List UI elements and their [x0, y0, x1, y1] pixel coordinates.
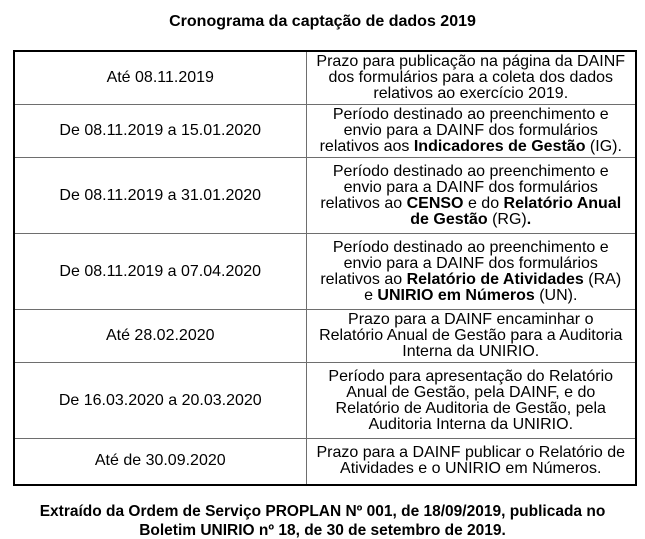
- description-bold-segment: Indicadores de Gestão: [413, 138, 586, 155]
- description-bold-segment: .: [526, 210, 532, 228]
- description-bold-segment: Relatório de Atividades: [406, 270, 584, 288]
- description-text-segment: Prazo para publicação na página da DAINF dos formulários para a coleta dos dados relativos ao exercício 2019.: [316, 53, 626, 102]
- table-row: [14, 439, 636, 485]
- description-bold-segment: Relatório Anual de Gestão: [410, 194, 622, 228]
- description-text-segment: e do: [463, 194, 504, 212]
- schedule-table-body: [14, 51, 636, 485]
- description-text-segment: Período para apresentação do Relatório Anual de Gestão, pela DAINF, e do Relatório de Auditoria de Gestão, pela Auditoria Interna da UNIRIO.: [328, 367, 614, 433]
- description-cell: [306, 105, 636, 158]
- description-cell: [306, 158, 636, 234]
- source-citation: Extraído da Ordem de Serviço PROPLAN Nº 001, de 18/09/2019, publicada no Boletim UNIRIO nº 18, de 30 de setembro de 2019.: [39, 502, 606, 539]
- table-row: [14, 234, 636, 310]
- period-cell: De 08.11.2019 a 31.01.2020: [14, 158, 306, 234]
- description-text-segment: Período destinado ao preenchimento e envio para a DAINF dos formulários relativos ao: [320, 238, 609, 288]
- description-cell: [306, 51, 636, 105]
- period-cell: Até 08.11.2019: [14, 51, 306, 105]
- description-cell: [306, 363, 636, 439]
- description-cell: [306, 439, 636, 485]
- table-row: [14, 363, 636, 439]
- description-text-segment: Prazo para a DAINF encaminhar o Relatório Anual de Gestão para a Auditoria Interna da UNIRIO.: [319, 311, 623, 360]
- table-row: [14, 158, 636, 234]
- period-cell: De 08.11.2019 a 07.04.2020: [14, 234, 306, 310]
- period-cell: Até 28.02.2020: [14, 310, 306, 363]
- description-bold-segment: CENSO: [406, 194, 464, 212]
- schedule-table: [13, 50, 637, 486]
- description-cell: [306, 234, 636, 310]
- period-cell: De 16.03.2020 a 20.03.2020: [14, 363, 306, 439]
- period-cell: Até de 30.09.2020: [14, 439, 306, 485]
- description-text-segment: Prazo para a DAINF publicar o Relatório de Atividades e o UNIRIO em Números.: [316, 444, 626, 478]
- table-row: [14, 105, 636, 158]
- description-text-segment: (IG).: [585, 138, 622, 155]
- description-text-segment: (UN).: [534, 286, 578, 304]
- page-title: Cronograma da captação de dados 2019: [169, 13, 476, 30]
- description-text-segment: Período destinado ao preenchimento e envio para a DAINF dos formulários relativos ao: [320, 162, 609, 212]
- description-text-segment: Período destinado ao preenchimento e envio para a DAINF dos formulários relativos aos: [319, 106, 609, 155]
- description-text-segment: (RA) e: [364, 270, 622, 304]
- description-text-segment: (RG): [487, 210, 527, 228]
- table-row: [14, 51, 636, 105]
- description-cell: [306, 310, 636, 363]
- period-cell: De 08.11.2019 a 15.01.2020: [14, 105, 306, 158]
- table-row: [14, 310, 636, 363]
- description-bold-segment: UNIRIO em Números: [377, 286, 535, 304]
